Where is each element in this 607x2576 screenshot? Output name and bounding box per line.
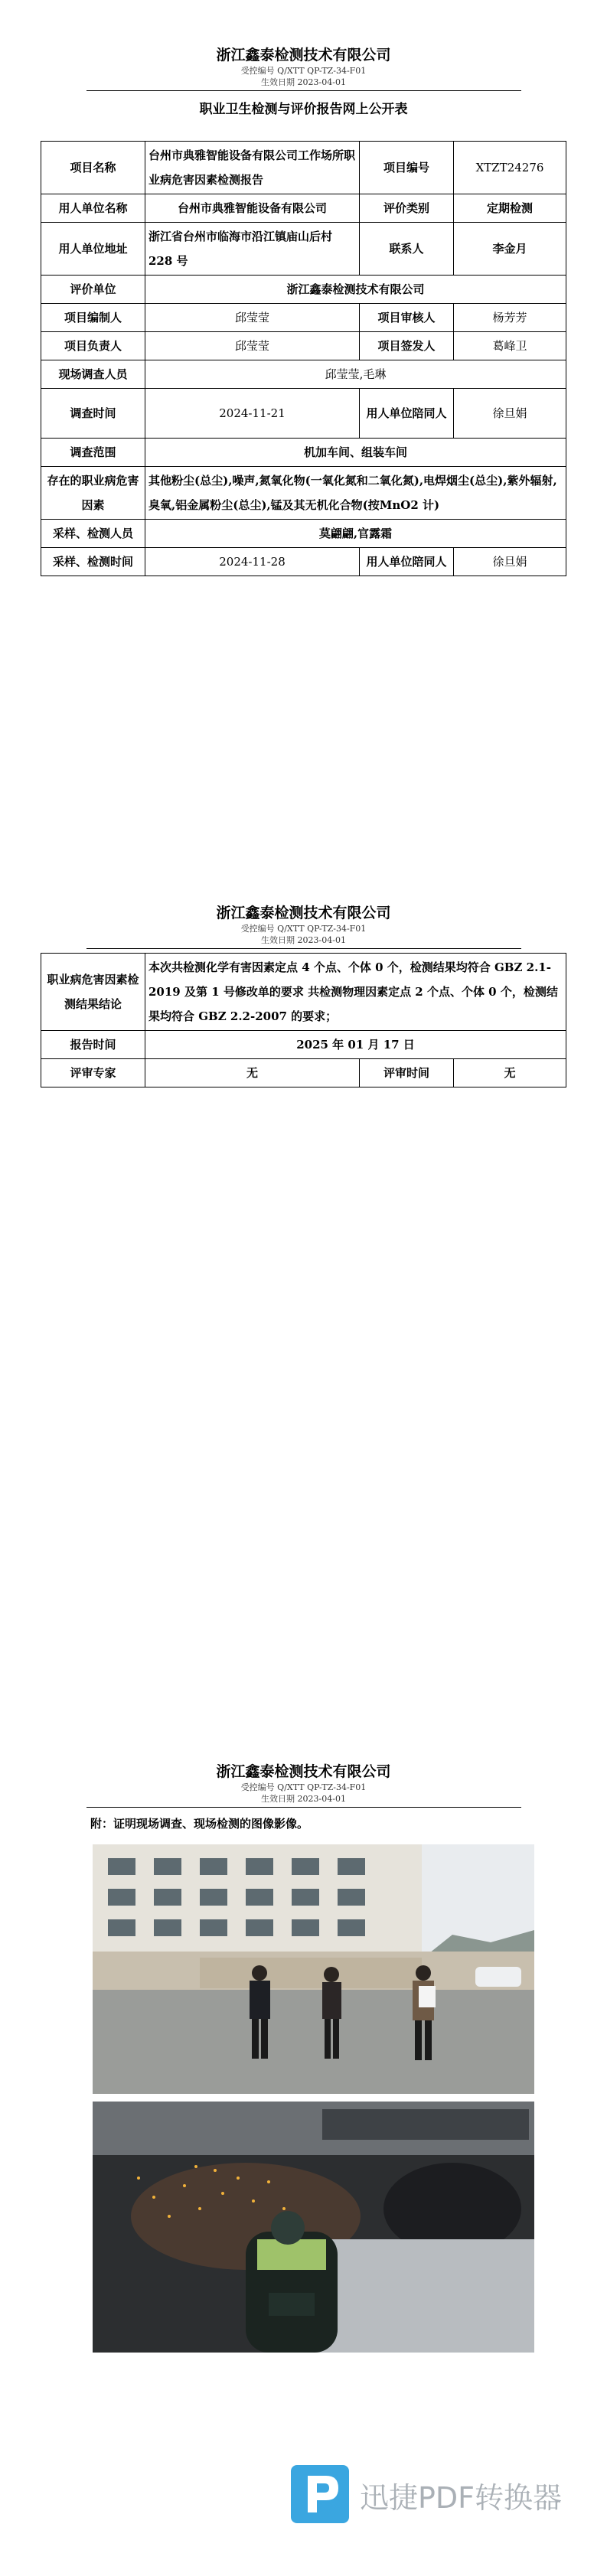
issuer-value: 葛峰卫 <box>454 332 566 360</box>
effective-date: 生效日期 2023-04-01 <box>261 77 346 87</box>
table-row <box>41 467 566 520</box>
sampler-label: 采样、检测人员 <box>41 520 145 548</box>
contact-label: 联系人 <box>360 223 454 276</box>
watermark-text: 迅捷PDF转换器 <box>360 2481 563 2515</box>
leader-label: 项目负责人 <box>41 332 145 360</box>
issuer-label: 项目签发人 <box>360 332 454 360</box>
compiler-value: 邱莹莹 <box>145 304 360 332</box>
survey-time-label: 调查时间 <box>41 389 145 439</box>
table-row <box>41 142 566 194</box>
table-row <box>41 276 566 304</box>
company-name: 浙江鑫泰检测技术有限公司 <box>216 1763 391 1780</box>
disclosure-table <box>41 141 566 576</box>
compiler-label: 项目编制人 <box>41 304 145 332</box>
hazards-label: 存在的职业病危害因素 <box>41 467 145 520</box>
report-time-value: 2025 年 01 月 17 日 <box>145 1031 566 1059</box>
table-row <box>41 194 566 223</box>
eval-type-value: 定期检测 <box>454 194 566 223</box>
site-survey-photo <box>93 1844 534 2094</box>
table-row <box>41 439 566 467</box>
surveyors-label: 现场调查人员 <box>41 360 145 389</box>
table-row <box>41 223 566 276</box>
control-number: 受控编号 Q/XTT QP-TZ-34-F01 <box>240 66 367 76</box>
table-row <box>41 520 566 548</box>
eval-type-label: 评价类别 <box>360 194 454 223</box>
accompany2-value: 徐旦娟 <box>454 548 566 576</box>
project-no-label: 项目编号 <box>360 142 454 194</box>
scope-value: 机加车间、组装车间 <box>145 439 566 467</box>
table-row <box>41 1059 566 1087</box>
expert-label: 评审专家 <box>41 1059 145 1087</box>
hazards-value: 其他粉尘(总尘),噪声,氮氧化物(一氧化氮和二氧化氮),电焊烟尘(总尘),紫外辐射,臭氧,铝金属粉尘(总尘),锰及其无机化合物(按MnO2 计) <box>145 467 566 520</box>
table-row <box>41 548 566 576</box>
header-divider <box>86 1807 521 1808</box>
table-row <box>41 360 566 389</box>
table-row <box>41 389 566 439</box>
result-label: 职业病危害因素检测结果结论 <box>41 954 145 1031</box>
watermark <box>289 2464 565 2525</box>
effective-date: 生效日期 2023-04-01 <box>261 1794 346 1804</box>
employer-address-value: 浙江省台州市临海市沿江镇庙山后村 228 号 <box>145 223 360 276</box>
company-name: 浙江鑫泰检测技术有限公司 <box>216 47 391 64</box>
attachment-note: 附：证明现场调查、现场检测的图像影像。 <box>90 1817 309 1831</box>
review-time-label: 评审时间 <box>360 1059 454 1087</box>
leader-value: 邱莹莹 <box>145 332 360 360</box>
accompany-value: 徐旦娟 <box>454 389 566 439</box>
sampler-value: 莫翩翩,官露霜 <box>145 520 566 548</box>
employer-address-label: 用人单位地址 <box>41 223 145 276</box>
effective-date: 生效日期 2023-04-01 <box>261 935 346 945</box>
project-no-value: XTZT24276 <box>454 142 566 194</box>
header-divider <box>86 948 521 949</box>
table-row <box>41 304 566 332</box>
project-name-label: 项目名称 <box>41 142 145 194</box>
accompany-label: 用人单位陪同人 <box>360 389 454 439</box>
report-time-label: 报告时间 <box>41 1031 145 1059</box>
scope-label: 调查范围 <box>41 439 145 467</box>
company-name: 浙江鑫泰检测技术有限公司 <box>216 905 391 921</box>
sample-time-label: 采样、检测时间 <box>41 548 145 576</box>
control-number: 受控编号 Q/XTT QP-TZ-34-F01 <box>240 1782 367 1792</box>
contact-value: 李金月 <box>454 223 566 276</box>
result-value: 本次共检测化学有害因素定点 4 个点、个体 0 个，检测结果均符合 GBZ 2.1-2019 及第 1 号修改单的要求 共检测物理因素定点 2 个点、个体 0 个，检测结果均符合 GBZ 2.2-2007 的要求； <box>145 954 566 1031</box>
reviewer-label: 项目审核人 <box>360 304 454 332</box>
table-row <box>41 332 566 360</box>
eval-unit-value: 浙江鑫泰检测技术有限公司 <box>145 276 566 304</box>
pdf-converter-logo-icon <box>289 2464 351 2525</box>
expert-value: 无 <box>145 1059 360 1087</box>
table-row <box>41 954 566 1031</box>
header-divider <box>86 90 521 91</box>
project-name-value: 台州市典雅智能设备有限公司工作场所职业病危害因素检测报告 <box>145 142 360 194</box>
result-table <box>41 953 566 1087</box>
table-row <box>41 1031 566 1059</box>
surveyors-value: 邱莹莹,毛琳 <box>145 360 566 389</box>
site-detection-photo <box>93 2102 534 2353</box>
eval-unit-label: 评价单位 <box>41 276 145 304</box>
sample-time-value: 2024-11-28 <box>145 548 360 576</box>
survey-time-value: 2024-11-21 <box>145 389 360 439</box>
document-title: 职业卫生检测与评价报告网上公开表 <box>199 102 408 117</box>
employer-name-label: 用人单位名称 <box>41 194 145 223</box>
review-time-value: 无 <box>454 1059 566 1087</box>
reviewer-value: 杨芳芳 <box>454 304 566 332</box>
employer-name-value: 台州市典雅智能设备有限公司 <box>145 194 360 223</box>
accompany2-label: 用人单位陪同人 <box>360 548 454 576</box>
control-number: 受控编号 Q/XTT QP-TZ-34-F01 <box>240 924 367 934</box>
